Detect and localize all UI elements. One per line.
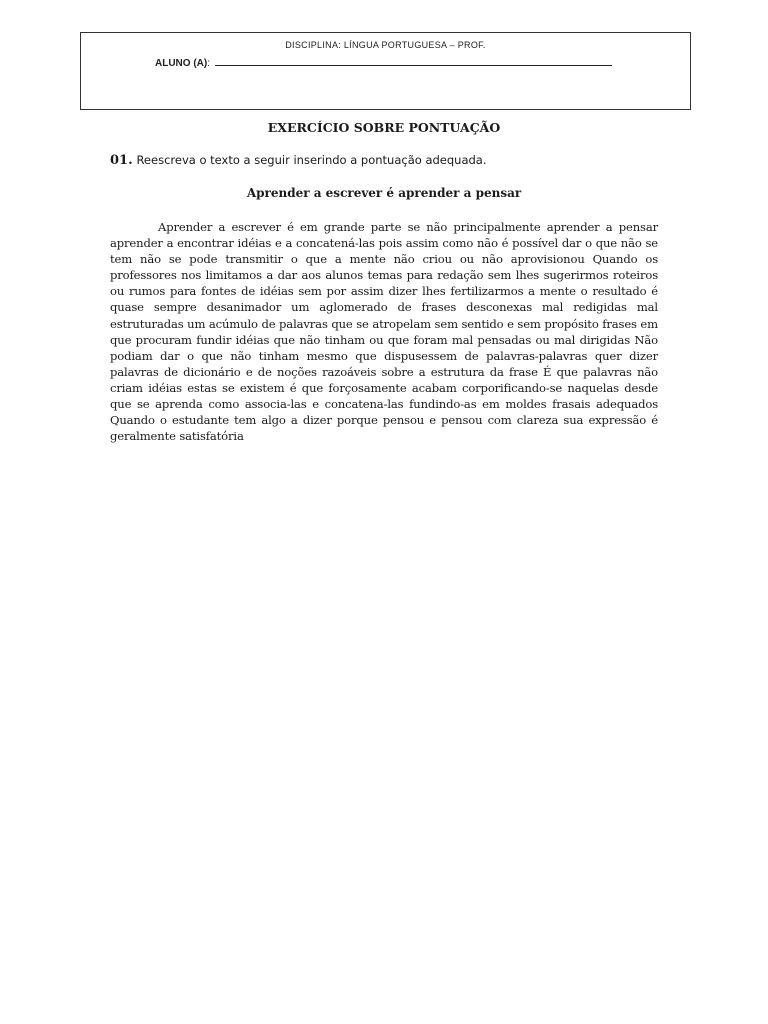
student-name-line bbox=[215, 55, 612, 66]
question-prompt bbox=[110, 153, 670, 168]
question-number: 01. bbox=[110, 153, 133, 168]
text-body: Aprender a escrever é em grande parte se não principalmente aprender a pensar aprender a encontrar idéias e a concatená-las pois assim como não é possível dar o que não se tem não se pode transmitir o que a mente não criou ou não aprovisionou Quando os professores nos limitamos a dar aos alunos temas para redação sem lhes sugerirmos roteiros ou rumos para fontes de idéias sem por assim dizer lhes fertilizarmos a mente o resultado é quase sempre desanimador um aglomerado de frases desconexas mal redigidas mal estruturadas um acúmulo de palavras que se atropelam sem sentido e sem propósito frases em que procuram fundir idéias que não tinham ou que foram mal pensadas ou mal dirigidas Não podiam dar o que não tinham mesmo que dispusessem de palavras-palavras quer dizer palavras de dicionário e de noções razoáveis sobre a estrutura da frase É que palavras não criam idéias estas se existem é que forçosamente acabam corporificando-se naquelas desde que se aprenda como associa-las e concatena-las fundindo-as em moldes frasais adequados Quando o estudante tem algo a dizer porque pensou e pensou com clareza sua expressão é geralmente satisfatória bbox=[110, 220, 658, 444]
discipline-label: DISCIPLINA: LÍNGUA PORTUGUESA – PROF. bbox=[285, 40, 486, 50]
exercise-title: EXERCÍCIO SOBRE PONTUAÇÃO bbox=[267, 120, 501, 135]
student-label-colon: : bbox=[207, 58, 210, 69]
question-text: Reescreva o texto a seguir inserindo a pontuação adequada. bbox=[136, 153, 487, 167]
student-name-row bbox=[155, 55, 612, 69]
header-box bbox=[80, 32, 691, 110]
text-title: Aprender a escrever é aprender a pensar bbox=[246, 186, 522, 200]
student-label: ALUNO (A) bbox=[155, 58, 208, 69]
